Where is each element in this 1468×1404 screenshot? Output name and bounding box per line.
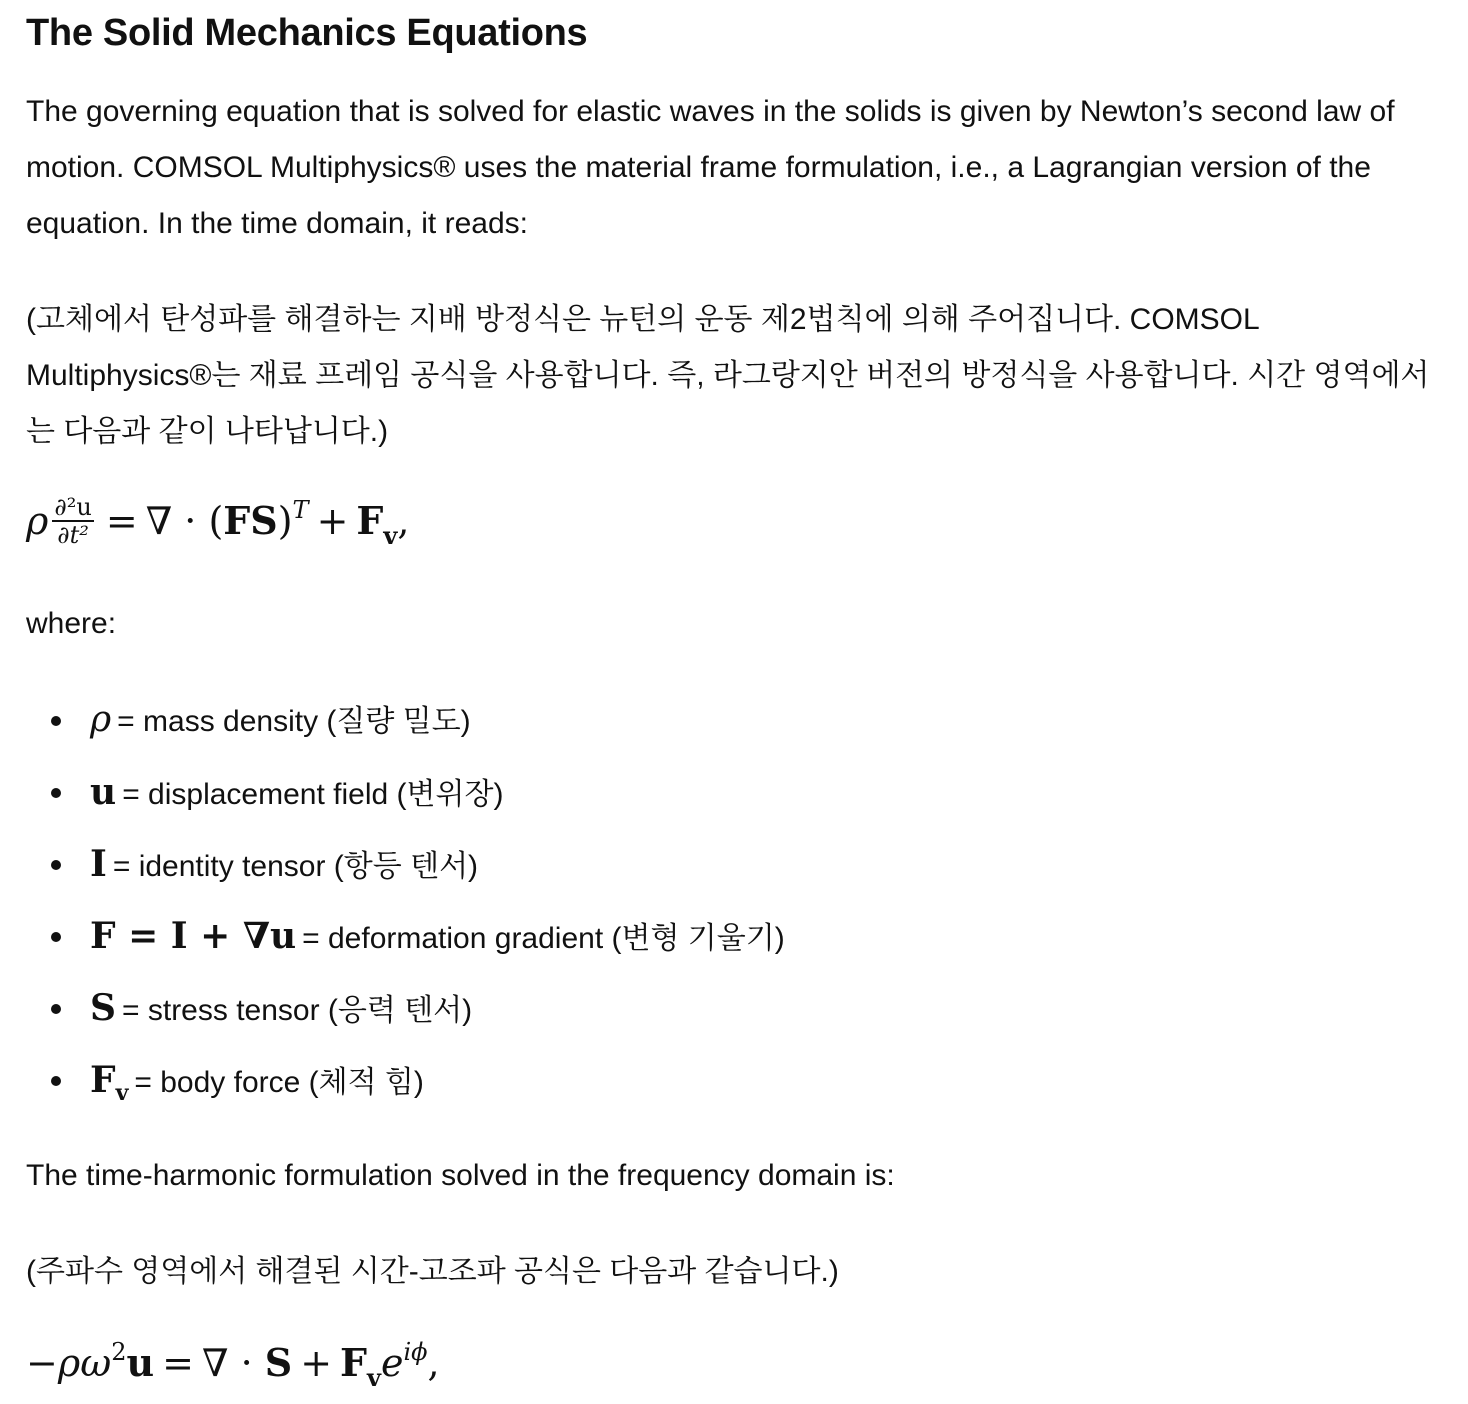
harmonic-paragraph-english: The time-harmonic formulation solved in the frequency domain is: bbox=[26, 1159, 895, 1192]
eq1-numerator: ∂²u bbox=[54, 492, 92, 521]
eq1-force: F bbox=[356, 498, 384, 543]
list-item bbox=[26, 832, 1426, 904]
list-item bbox=[26, 904, 1426, 976]
where-label: where: bbox=[26, 607, 117, 640]
eq2-force-subscript: v bbox=[367, 1363, 381, 1392]
symbol-main: F bbox=[90, 1059, 116, 1101]
list-item bbox=[26, 760, 1426, 832]
intro-paragraph-english: The governing equation that is solved for elastic waves in the solids is given by Newton’s second law of motion. COMSOL Multiphysics® uses the material frame formulation, i.e., a Lagrangian version of the equation. In the time domain, it reads: bbox=[26, 95, 1395, 240]
symbol: u bbox=[90, 771, 117, 813]
frequency-domain-equation bbox=[26, 1338, 440, 1392]
bullet-icon bbox=[51, 1076, 61, 1086]
symbol bbox=[90, 1059, 129, 1106]
eq2-plus: + bbox=[300, 1341, 333, 1385]
definition: = body force (체적 힘) bbox=[134, 1066, 424, 1099]
bullet-icon bbox=[51, 860, 61, 870]
definition: = displacement field (변위장) bbox=[122, 778, 504, 811]
eq2-phase: iϕ bbox=[403, 1338, 428, 1366]
eq2-exp: e bbox=[380, 1341, 404, 1385]
harmonic-paragraph-korean: (주파수 영역에서 해결된 시간-고조파 공식은 다음과 같습니다.) bbox=[26, 1255, 839, 1288]
eq2-divergence: ∇ · bbox=[201, 1341, 253, 1385]
bullet-icon bbox=[51, 716, 61, 726]
eq2-square: 2 bbox=[111, 1338, 127, 1366]
symbol: I bbox=[90, 843, 107, 885]
definition: = deformation gradient (변형 기울기) bbox=[302, 922, 785, 955]
intro-paragraph-korean: (고체에서 탄성파를 해결하는 지배 방정식은 뉴턴의 운동 제2법칙에 의해 주어집니다. COMSOL Multiphysics®는 재료 프레임 공식을 사용합니다. 즉, 라그랑지안 버전의 방정식을 사용합니다. 시간 영역에서는 다음과 같이 나타납니다.) bbox=[26, 303, 1430, 448]
eq1-fraction bbox=[52, 494, 94, 548]
eq2-equals: = bbox=[162, 1341, 194, 1385]
eq1-denominator: ∂t² bbox=[57, 520, 89, 549]
list-item bbox=[26, 976, 1426, 1048]
bullet-icon bbox=[51, 1004, 61, 1014]
eq2-minus: − bbox=[26, 1341, 58, 1385]
eq1-fs: FS bbox=[223, 498, 278, 543]
definition: = mass density (질량 밀도) bbox=[117, 705, 471, 738]
symbol-subscript: v bbox=[115, 1080, 129, 1106]
eq1-force-subscript: v bbox=[383, 521, 398, 550]
eq1-close-paren: ) bbox=[277, 499, 293, 543]
bullet-icon bbox=[51, 788, 61, 798]
eq1-plus: + bbox=[316, 499, 349, 543]
list-item bbox=[26, 688, 1426, 760]
symbol: F = I + ∇u bbox=[90, 915, 297, 957]
time-domain-equation bbox=[26, 492, 410, 552]
symbol: ρ bbox=[90, 699, 112, 740]
eq1-transpose: T bbox=[292, 496, 309, 524]
eq1-comma: , bbox=[397, 499, 410, 543]
bullet-icon bbox=[51, 932, 61, 942]
eq1-equals: = bbox=[105, 499, 138, 543]
definition: = stress tensor (응력 텐서) bbox=[122, 994, 473, 1027]
symbol: S bbox=[90, 987, 116, 1029]
symbol-definitions-list bbox=[26, 688, 1426, 1120]
eq2-force: F bbox=[340, 1340, 368, 1385]
eq2-rho: ρ bbox=[57, 1341, 81, 1385]
eq1-rho: ρ bbox=[26, 499, 49, 543]
page-title: The Solid Mechanics Equations bbox=[26, 12, 588, 54]
eq2-omega: ω bbox=[80, 1341, 112, 1385]
eq2-stress: S bbox=[264, 1340, 293, 1385]
eq1-divergence: ∇ · ( bbox=[145, 499, 224, 543]
list-item bbox=[26, 1048, 1426, 1120]
eq2-displacement: u bbox=[126, 1340, 155, 1385]
definition: = identity tensor (항등 텐서) bbox=[112, 850, 479, 883]
eq2-comma: , bbox=[427, 1341, 440, 1385]
